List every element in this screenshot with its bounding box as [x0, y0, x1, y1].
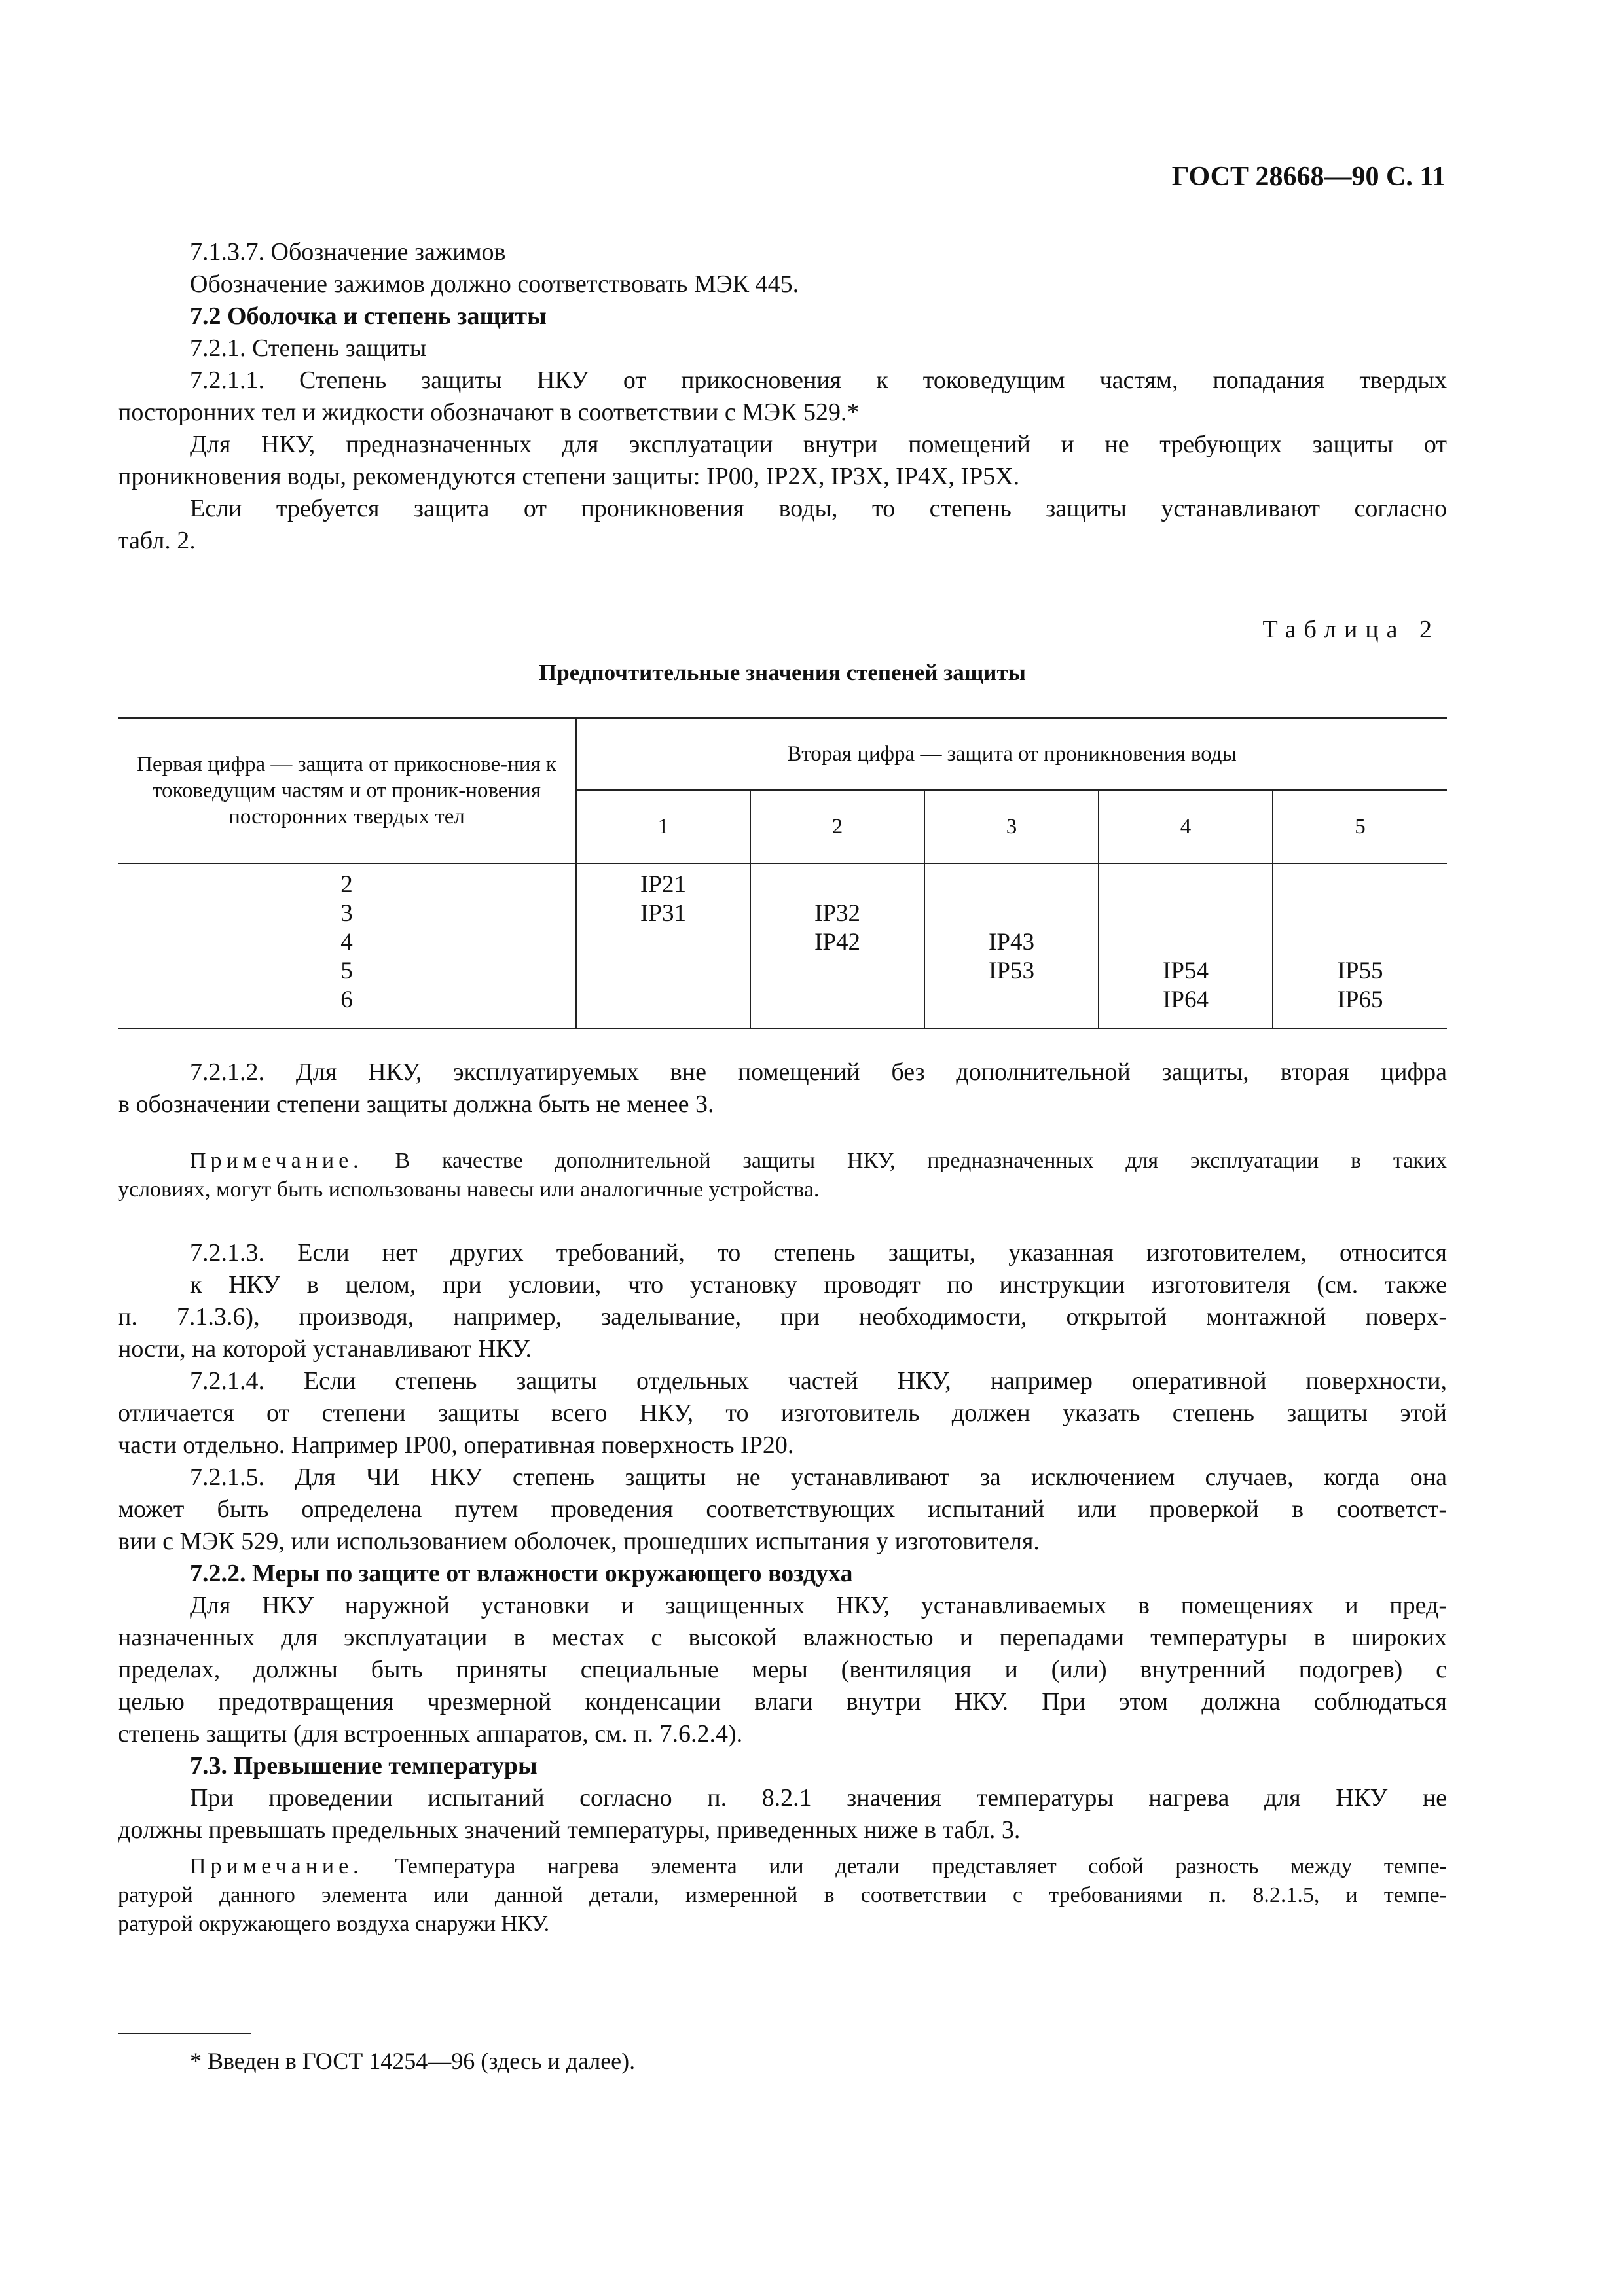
text-line: в обозначении степени защиты должна быть не менее 3. — [118, 1090, 714, 1118]
text-line: Если требуется защита от проникновения воды, то степень защиты устанавливают согласно — [190, 495, 1447, 522]
text-block-2 — [118, 1056, 1447, 1121]
paragraph-7-2-1-5: 7.2.1.5. Для ЧИ НКУ степень защиты не устанавливают за исключением случаев, когда она — [190, 1463, 1447, 1491]
text-line: части отдельно. Например IP00, оперативная поверхность IP20. — [118, 1431, 794, 1459]
note-text: В качестве дополнительной защиты НКУ, предназначенных для эксплуатации в таких — [395, 1149, 1447, 1173]
ip-code: IP31 — [640, 900, 686, 927]
ip-code: IP21 — [640, 871, 686, 898]
first-digit: 2 — [340, 871, 353, 898]
text-line: пределах, должны быть приняты специальные меры (вентиляция и (или) внутренний подогрев) с — [118, 1656, 1447, 1683]
note-line — [118, 1852, 1447, 1881]
paragraph-7-2-1-3: 7.2.1.3. Если нет других требований, то степень защиты, указанная изготовителем, относится — [190, 1239, 1447, 1266]
ip-code: IP65 — [1337, 986, 1383, 1013]
paragraph-7-1-3-7: 7.1.3.7. Обозначение зажимов — [190, 238, 506, 266]
column-header: 4 — [1099, 790, 1273, 863]
paragraph-7-2-1-2: 7.2.1.2. Для НКУ, эксплуатируемых вне помещений без дополнительной защиты, вторая цифра — [190, 1058, 1447, 1086]
column-header: 3 — [924, 790, 1099, 863]
ip-code: IP32 — [814, 900, 860, 927]
column-header: 5 — [1273, 790, 1447, 863]
first-digit: 5 — [340, 958, 353, 984]
footnote-divider — [118, 2033, 251, 2034]
note-text: Температура нагрева элемента или детали представляет собой разность между темпе- — [395, 1854, 1447, 1878]
paragraph-7-2-1-4: 7.2.1.4. Если степень защиты отдельных частей НКУ, например оперативной поверхности, — [190, 1367, 1447, 1395]
first-digit-header: Первая цифра — защита от прикоснове-ния к токоведущим частям и от проник-новения посторонних твердых тел — [118, 718, 576, 863]
note-label: Примечание. — [190, 1854, 363, 1878]
first-digit-cell — [118, 863, 576, 1028]
column-3-cell — [924, 863, 1099, 1028]
text-block-3 — [118, 1237, 1447, 1846]
text-line: проникновения воды, рекомендуются степени защиты: IP00, IP2X, IP3X, IP4X, IP5X. — [118, 463, 1020, 490]
note-2 — [118, 1852, 1447, 1939]
section-heading-7-3: 7.3. Превышение температуры — [190, 1752, 538, 1780]
text-line: Обозначение зажимов должно соответствовать МЭК 445. — [190, 270, 799, 298]
text-line: 7.2.1.1. Степень защиты НКУ от прикосновения к токоведущим частям, попадания твердых — [190, 367, 1447, 394]
ip-code: IP54 — [1163, 958, 1209, 984]
table-caption: Таблица 2 — [1262, 616, 1440, 643]
text-line: п. 7.1.3.6), производя, например, заделывание, при необходимости, открытой монтажной поверх- — [118, 1303, 1447, 1331]
column-4-cell — [1099, 863, 1273, 1028]
column-header: 2 — [750, 790, 924, 863]
section-heading-7-2-1: 7.2.1. Степень защиты — [190, 334, 427, 362]
column-5-cell — [1273, 863, 1447, 1028]
text-line: степень защиты (для встроенных аппаратов, см. п. 7.6.2.4). — [118, 1720, 743, 1748]
note-line: ратурой данного элемента или данной детали, измеренной в соответствии с требованиями п. 8.2.1.5, и темпе- — [118, 1883, 1447, 1907]
column-2-cell — [750, 863, 924, 1028]
text-line: отличается от степени защиты всего НКУ, то изготовитель должен указать степень защиты этой — [118, 1399, 1447, 1427]
text-line: к НКУ в целом, при условии, что установку проводят по инструкции изготовителя (см. также — [190, 1271, 1447, 1299]
text-line: Для НКУ, предназначенных для эксплуатации внутри помещений и не требующих защиты от — [190, 431, 1447, 458]
column-header: 1 — [576, 790, 750, 863]
protection-degree-table — [118, 717, 1447, 1029]
footnote: * Введен в ГОСТ 14254—96 (здесь и далее). — [190, 2048, 636, 2074]
text-line: целью предотвращения чрезмерной конденсации влаги внутри НКУ. При этом должна соблюдаться — [118, 1688, 1447, 1715]
section-heading-7-2: 7.2 Оболочка и степень защиты — [190, 302, 547, 330]
text-line: При проведении испытаний согласно п. 8.2.1 значения температуры нагрева для НКУ не — [190, 1784, 1447, 1812]
first-digit: 6 — [340, 986, 353, 1013]
text-line: может быть определена путем проведения соответствующих испытаний или проверкой в соответст- — [118, 1496, 1447, 1523]
text-line: табл. 2. — [118, 527, 196, 554]
note-line: условиях, могут быть использованы навесы или аналогичные устройства. — [118, 1177, 820, 1202]
ip-code: IP64 — [1163, 986, 1209, 1013]
text-line: посторонних тел и жидкости обозначают в соответствии с МЭК 529.* — [118, 399, 860, 426]
text-line: назначенных для эксплуатации в местах с высокой влажностью и перепадами температуры в широких — [118, 1624, 1447, 1651]
note-line: ратурой окружающего воздуха снаружи НКУ. — [118, 1912, 550, 1936]
text-block-1 — [118, 236, 1447, 557]
table-row — [118, 863, 1447, 1028]
page-header: ГОСТ 28668—90 С. 11 — [1171, 162, 1446, 192]
ip-code: IP53 — [989, 958, 1034, 984]
ip-code: IP42 — [814, 929, 860, 956]
note-1 — [118, 1147, 1447, 1204]
text-line: Для НКУ наружной установки и защищенных НКУ, устанавливаемых в помещениях и пред- — [190, 1592, 1447, 1619]
note-line — [118, 1147, 1447, 1175]
section-heading-7-2-2: 7.2.2. Меры по защите от влажности окружающего воздуха — [190, 1560, 853, 1587]
note-label: Примечание. — [190, 1149, 363, 1173]
second-digit-header: Вторая цифра — защита от проникновения воды — [576, 718, 1447, 790]
first-digit: 4 — [340, 929, 353, 956]
table-title: Предпочтительные значения степеней защиты — [539, 660, 1026, 685]
first-digit: 3 — [340, 900, 353, 927]
ip-code: IP55 — [1337, 958, 1383, 984]
text-line: должны превышать предельных значений температуры, приведенных ниже в табл. 3. — [118, 1816, 1021, 1844]
text-line: вии с МЭК 529, или использованием оболочек, прошедших испытания у изготовителя. — [118, 1528, 1040, 1555]
ip-code: IP43 — [989, 929, 1034, 956]
column-1-cell — [576, 863, 750, 1028]
text-line: ности, на которой устанавливают НКУ. — [118, 1335, 532, 1363]
